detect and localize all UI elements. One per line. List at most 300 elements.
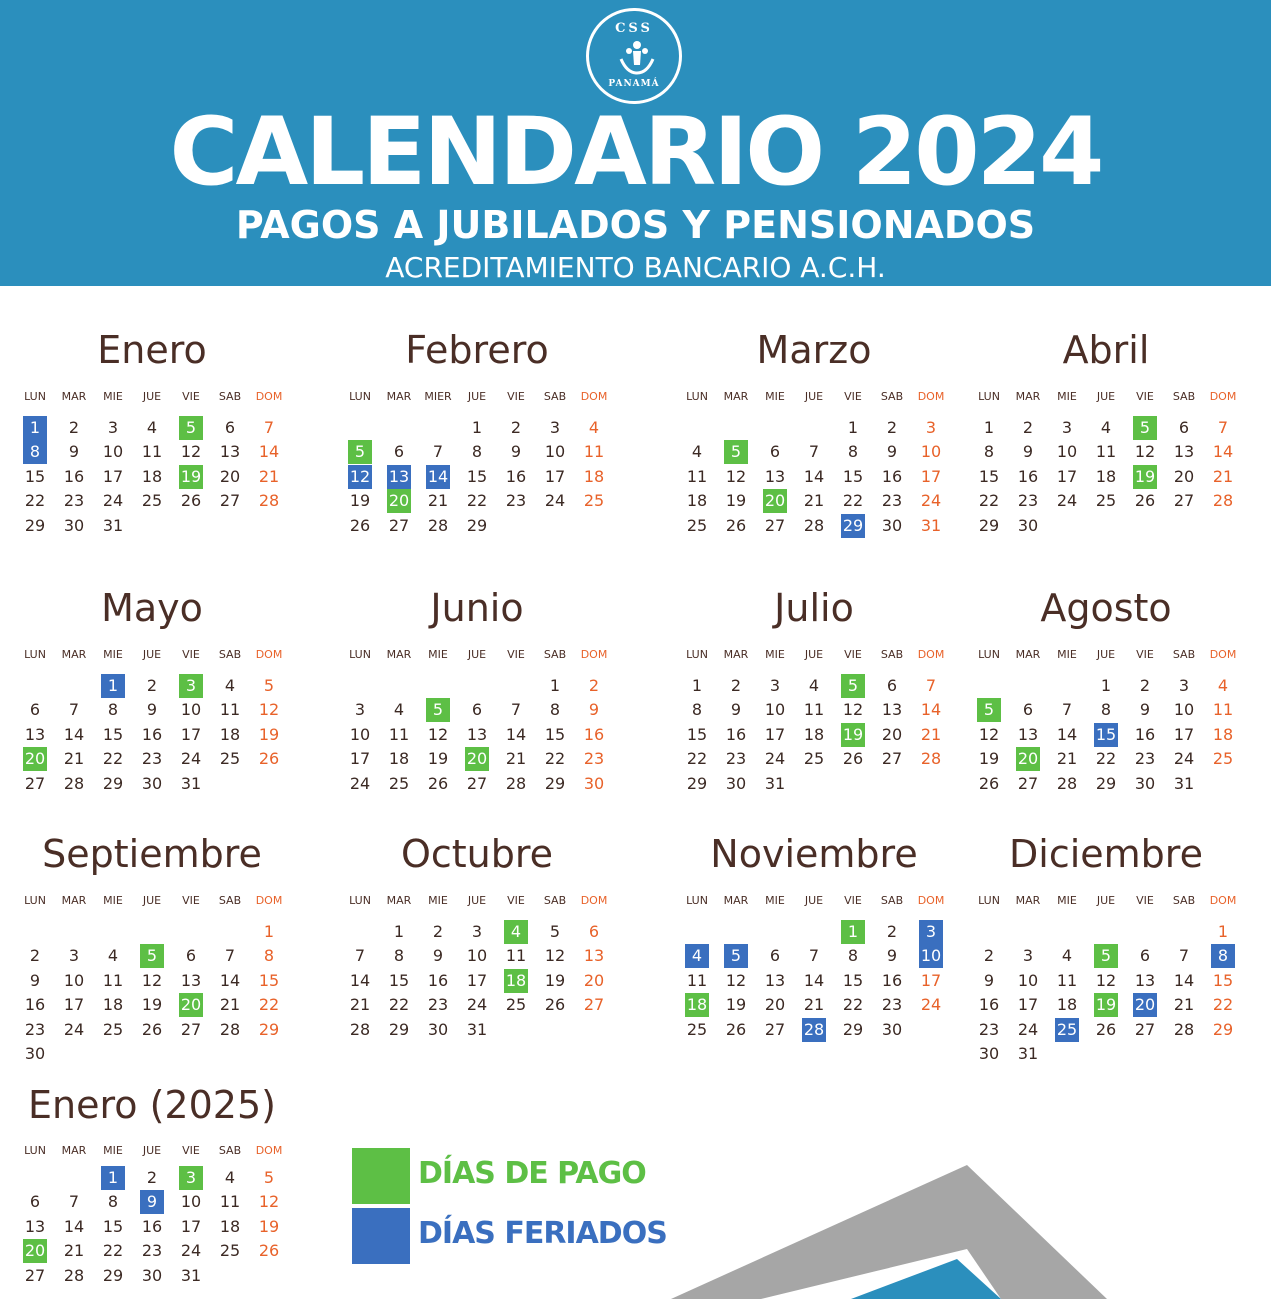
calendar-day: 26 — [141, 1019, 163, 1039]
header-banner — [0, 0, 1271, 286]
calendar-day: 16 — [505, 466, 527, 486]
weekday-label: JUE — [1096, 648, 1116, 661]
weekday-label: LUN — [978, 648, 1000, 661]
calendar-day: 15 — [686, 724, 708, 744]
calendar-day: 11 — [505, 946, 527, 966]
calendar-day: 9 — [68, 442, 80, 462]
calendar-day: 29 — [102, 773, 124, 793]
legend-pay-label: DÍAS DE PAGO — [418, 1156, 646, 1191]
weekday-label: LUN — [686, 648, 708, 661]
weekday-label: MIE — [765, 894, 785, 907]
calendar-day: 2 — [730, 676, 742, 695]
logo-top-text: CSS — [615, 21, 653, 36]
calendar-day: 2 — [146, 1168, 158, 1187]
calendar-day: 11 — [1212, 700, 1234, 720]
calendar-day: 2 — [1022, 418, 1034, 437]
weekday-label: SAB — [1172, 390, 1196, 403]
calendar-day: 4 — [1217, 676, 1229, 695]
calendar-day: 15 — [102, 1216, 124, 1236]
calendar-day: 3 — [1178, 676, 1190, 695]
calendar-day: 14 — [920, 700, 942, 720]
weekday-label: DOM — [255, 894, 283, 907]
calendar-day: 29 — [466, 515, 488, 535]
calendar-day: 16 — [1017, 466, 1039, 486]
calendar-day: 24 — [920, 995, 942, 1015]
calendar-day: 22 — [842, 491, 864, 511]
weekday-label: JUE — [804, 894, 824, 907]
pay-day: 20 — [763, 489, 787, 513]
calendar-day: 27 — [180, 1019, 202, 1039]
calendar-day: 21 — [63, 1241, 85, 1261]
weekday-label: LUN — [978, 390, 1000, 403]
weekday-label: MAR — [1015, 390, 1041, 403]
weekday-label: SAB — [1172, 648, 1196, 661]
pay-day: 3 — [179, 674, 203, 698]
calendar-day: 30 — [63, 515, 85, 535]
calendar-day: 30 — [881, 515, 903, 535]
pay-day: 20 — [1016, 747, 1040, 771]
calendar-day: 8 — [691, 700, 703, 720]
weekday-label: MAR — [61, 648, 87, 661]
calendar-day: 28 — [427, 515, 449, 535]
calendar-day: 6 — [471, 700, 483, 720]
holiday-day: 1 — [101, 1166, 125, 1190]
weekday-label: JUE — [467, 648, 487, 661]
calendar-day: 23 — [978, 1019, 1000, 1039]
legend-holiday-label: DÍAS FERIADOS — [418, 1216, 667, 1251]
calendar-day: 22 — [258, 995, 280, 1015]
calendar-day: 27 — [219, 491, 241, 511]
holiday-day: 8 — [23, 440, 47, 464]
calendar-day: 6 — [1178, 418, 1190, 437]
calendar-day: 28 — [349, 1019, 371, 1039]
calendar-day: 6 — [588, 922, 600, 941]
weekday-label: SAB — [543, 390, 567, 403]
calendar-day: 13 — [1017, 724, 1039, 744]
calendar-day: 28 — [258, 491, 280, 511]
pay-day: 20 — [23, 747, 47, 771]
weekday-label: MAR — [723, 648, 749, 661]
weekday-label: VIE — [182, 648, 200, 661]
calendar-day: 28 — [505, 773, 527, 793]
calendar-day: 25 — [686, 1019, 708, 1039]
calendar-day: 30 — [141, 773, 163, 793]
pay-day: 5 — [179, 416, 203, 440]
calendar-day: 14 — [219, 970, 241, 990]
calendar-day: 19 — [141, 995, 163, 1015]
calendar-day: 14 — [349, 970, 371, 990]
pay-day: 20 — [179, 993, 203, 1017]
calendar-day: 3 — [925, 418, 937, 437]
calendar-day: 19 — [978, 749, 1000, 769]
calendar-day: 12 — [427, 724, 449, 744]
calendar-day: 8 — [1100, 700, 1112, 720]
calendar-day: 28 — [803, 515, 825, 535]
pay-day: 1 — [841, 920, 865, 944]
calendar-day: 21 — [349, 995, 371, 1015]
calendar-day: 30 — [725, 773, 747, 793]
weekday-label: MAR — [723, 894, 749, 907]
weekday-label: VIE — [507, 390, 525, 403]
calendar-day: 29 — [102, 1265, 124, 1285]
weekday-label: DOM — [255, 390, 283, 403]
calendar-day: 4 — [588, 418, 600, 437]
calendar-day: 27 — [24, 773, 46, 793]
calendar-day: 11 — [1095, 442, 1117, 462]
calendar-day: 30 — [881, 1019, 903, 1039]
weekday-label: MAR — [386, 648, 412, 661]
calendar-day: 13 — [219, 442, 241, 462]
pay-day: 5 — [140, 944, 164, 968]
weekday-label: MIE — [765, 390, 785, 403]
holiday-day: 20 — [1133, 993, 1157, 1017]
calendar-day: 1 — [983, 418, 995, 437]
calendar-day: 17 — [1056, 466, 1078, 486]
calendar-day: 12 — [842, 700, 864, 720]
calendar-day: 8 — [471, 442, 483, 462]
calendar-day: 5 — [263, 1168, 275, 1187]
weekday-label: VIE — [844, 390, 862, 403]
calendar-day: 18 — [102, 995, 124, 1015]
weekday-label: DOM — [580, 648, 608, 661]
calendar-day: 23 — [583, 749, 605, 769]
calendar-day: 19 — [258, 724, 280, 744]
calendar-day: 23 — [141, 749, 163, 769]
weekday-label: LUN — [349, 390, 371, 403]
pay-day: 5 — [841, 674, 865, 698]
weekday-label: LUN — [24, 648, 46, 661]
calendar-day: 27 — [24, 1265, 46, 1285]
weekday-label: MIE — [428, 894, 448, 907]
calendar-day: 3 — [769, 676, 781, 695]
calendar-day: 9 — [510, 442, 522, 462]
month-name: Enero — [97, 328, 207, 372]
weekday-label: JUE — [142, 894, 162, 907]
calendar-day: 7 — [1061, 700, 1073, 720]
calendar-day: 16 — [881, 466, 903, 486]
weekday-label: SAB — [218, 894, 242, 907]
calendar-day: 12 — [1095, 970, 1117, 990]
calendar-day: 6 — [185, 946, 197, 966]
calendar-day: 4 — [1100, 418, 1112, 437]
calendar-day: 19 — [544, 970, 566, 990]
calendar-day: 4 — [224, 676, 236, 695]
calendar-day: 21 — [505, 749, 527, 769]
calendar-day: 27 — [388, 515, 410, 535]
month-name: Abril — [1062, 328, 1150, 372]
weekday-label: MIE — [765, 648, 785, 661]
pay-day: 20 — [387, 489, 411, 513]
calendar-day: 12 — [978, 724, 1000, 744]
calendar-day: 1 — [1100, 676, 1112, 695]
calendar-day: 15 — [978, 466, 1000, 486]
weekday-label: LUN — [686, 894, 708, 907]
calendar-day: 29 — [1212, 1019, 1234, 1039]
calendar-day: 2 — [886, 418, 898, 437]
weekday-label: MIER — [424, 390, 452, 403]
calendar-day: 9 — [588, 700, 600, 720]
calendar-day: 17 — [1173, 724, 1195, 744]
weekday-label: MAR — [386, 390, 412, 403]
hands-family-icon — [617, 37, 657, 77]
calendar-day: 10 — [180, 700, 202, 720]
weekday-label: DOM — [1209, 390, 1237, 403]
pay-day: 18 — [685, 993, 709, 1017]
calendar-day: 25 — [1095, 491, 1117, 511]
calendar-day: 2 — [588, 676, 600, 695]
calendar-day: 25 — [102, 1019, 124, 1039]
calendar-day: 9 — [983, 970, 995, 990]
calendar-day: 21 — [427, 491, 449, 511]
weekday-label: JUE — [467, 894, 487, 907]
calendar-day: 28 — [63, 1265, 85, 1285]
calendar-day: 6 — [769, 442, 781, 462]
calendar-day: 17 — [349, 749, 371, 769]
calendar-day: 14 — [258, 442, 280, 462]
calendar-day: 21 — [1173, 995, 1195, 1015]
calendar-day: 18 — [1056, 995, 1078, 1015]
calendar-day: 13 — [764, 466, 786, 486]
calendar-day: 8 — [847, 442, 859, 462]
css-logo — [586, 8, 682, 104]
calendar-day: 23 — [141, 1241, 163, 1261]
calendar-day: 26 — [725, 1019, 747, 1039]
calendar-day: 13 — [764, 970, 786, 990]
calendar-day: 30 — [141, 1265, 163, 1285]
calendar-day: 20 — [219, 466, 241, 486]
month-name: Junio — [430, 586, 524, 630]
calendar-day: 1 — [691, 676, 703, 695]
calendar-day: 24 — [764, 749, 786, 769]
weekday-label: MIE — [103, 894, 123, 907]
calendar-day: 11 — [219, 1192, 241, 1212]
pay-day: 5 — [724, 440, 748, 464]
calendar-day: 29 — [544, 773, 566, 793]
calendar-day: 31 — [1017, 1044, 1039, 1063]
calendar-day: 18 — [1095, 466, 1117, 486]
calendar-day: 17 — [466, 970, 488, 990]
weekday-label: LUN — [349, 648, 371, 661]
calendar-day: 18 — [219, 1216, 241, 1236]
weekday-label: JUE — [142, 648, 162, 661]
calendar-day: 13 — [24, 724, 46, 744]
calendar-day: 3 — [354, 700, 366, 720]
calendar-day: 14 — [803, 970, 825, 990]
calendar-day: 23 — [725, 749, 747, 769]
calendar-day: 16 — [881, 970, 903, 990]
calendar-day: 8 — [107, 700, 119, 720]
pay-day: 4 — [504, 920, 528, 944]
calendar-day: 23 — [427, 995, 449, 1015]
calendar-day: 24 — [466, 995, 488, 1015]
calendar-day: 4 — [107, 946, 119, 966]
weekday-label: MAR — [61, 390, 87, 403]
calendar-day: 13 — [180, 970, 202, 990]
calendar-day: 21 — [63, 749, 85, 769]
calendar-day: 24 — [63, 1019, 85, 1039]
weekday-label: SAB — [543, 648, 567, 661]
calendar-day: 15 — [258, 970, 280, 990]
calendar-day: 9 — [1139, 700, 1151, 720]
calendar-day: 26 — [349, 515, 371, 535]
calendar-day: 20 — [1173, 466, 1195, 486]
calendar-day: 29 — [1095, 773, 1117, 793]
pay-day: 19 — [1133, 465, 1157, 489]
calendar-day: 18 — [388, 749, 410, 769]
calendar-day: 25 — [141, 491, 163, 511]
holiday-day: 29 — [841, 514, 865, 538]
calendar-day: 16 — [978, 995, 1000, 1015]
calendar-day: 18 — [141, 466, 163, 486]
calendar-day: 31 — [920, 515, 942, 535]
calendar-day: 12 — [544, 946, 566, 966]
month-name: Enero (2025) — [28, 1083, 276, 1127]
weekday-label: VIE — [182, 894, 200, 907]
weekday-label: DOM — [917, 390, 945, 403]
weekday-label: LUN — [24, 1144, 46, 1157]
calendar-day: 26 — [1095, 1019, 1117, 1039]
calendar-day: 16 — [1134, 724, 1156, 744]
calendar-day: 13 — [466, 724, 488, 744]
calendar-day: 17 — [920, 466, 942, 486]
weekday-label: VIE — [507, 648, 525, 661]
calendar-day: 22 — [102, 749, 124, 769]
weekday-label: SAB — [218, 648, 242, 661]
calendar-day: 13 — [1173, 442, 1195, 462]
calendar-day: 7 — [1178, 946, 1190, 966]
page-title: CALENDARIO 2024 — [169, 98, 1102, 207]
month-name: Mayo — [101, 586, 203, 630]
calendar-day: 9 — [886, 442, 898, 462]
weekday-label: DOM — [1209, 648, 1237, 661]
calendar-day: 20 — [764, 995, 786, 1015]
calendar-day: 20 — [583, 970, 605, 990]
calendar-day: 12 — [725, 466, 747, 486]
calendar-day: 11 — [686, 466, 708, 486]
calendar-day: 16 — [141, 1216, 163, 1236]
weekday-label: SAB — [218, 390, 242, 403]
calendar-day: 17 — [102, 466, 124, 486]
calendar-day: 27 — [764, 1019, 786, 1039]
calendar-day: 22 — [544, 749, 566, 769]
holiday-day: 13 — [387, 465, 411, 489]
weekday-label: JUE — [804, 390, 824, 403]
calendar-day: 29 — [388, 1019, 410, 1039]
calendar-day: 11 — [1056, 970, 1078, 990]
calendar-day: 31 — [466, 1019, 488, 1039]
weekday-label: VIE — [1136, 894, 1154, 907]
calendar-day: 28 — [1173, 1019, 1195, 1039]
calendar-day: 11 — [583, 442, 605, 462]
calendar-day: 17 — [544, 466, 566, 486]
calendar-day: 16 — [141, 724, 163, 744]
calendar-day: 4 — [1061, 946, 1073, 966]
pay-day: 3 — [179, 1166, 203, 1190]
weekday-label: MIE — [428, 648, 448, 661]
calendar-day: 4 — [808, 676, 820, 695]
calendar-day: 12 — [1134, 442, 1156, 462]
calendar-day: 5 — [549, 922, 561, 941]
calendar-day: 3 — [1061, 418, 1073, 437]
weekday-label: DOM — [255, 648, 283, 661]
calendar-day: 7 — [808, 442, 820, 462]
calendar-day: 8 — [393, 946, 405, 966]
weekday-label: MAR — [61, 894, 87, 907]
pay-day: 20 — [465, 747, 489, 771]
weekday-label: MIE — [1057, 894, 1077, 907]
calendar-day: 6 — [886, 676, 898, 695]
calendar-day: 21 — [1212, 466, 1234, 486]
holiday-day: 15 — [1094, 723, 1118, 747]
calendar-day: 26 — [258, 749, 280, 769]
calendar-day: 31 — [102, 515, 124, 535]
calendar-day: 11 — [102, 970, 124, 990]
calendar-day: 24 — [1017, 1019, 1039, 1039]
calendar-day: 10 — [63, 970, 85, 990]
calendar-day: 6 — [29, 1192, 41, 1212]
calendar-day: 9 — [886, 946, 898, 966]
calendar-day: 2 — [146, 676, 158, 695]
pay-day: 5 — [1133, 416, 1157, 440]
calendar-day: 2 — [983, 946, 995, 966]
calendar-day: 6 — [29, 700, 41, 720]
weekday-label: SAB — [880, 648, 904, 661]
calendar-day: 24 — [180, 1241, 202, 1261]
calendar-day: 31 — [764, 773, 786, 793]
calendar-day: 1 — [1217, 922, 1229, 941]
weekday-label: LUN — [24, 390, 46, 403]
calendar-day: 31 — [180, 1265, 202, 1285]
calendar-day: 16 — [63, 466, 85, 486]
calendar-day: 2 — [68, 418, 80, 437]
weekday-label: JUE — [1096, 894, 1116, 907]
calendar-day: 27 — [1017, 773, 1039, 793]
calendar-day: 8 — [847, 946, 859, 966]
calendar-day: 22 — [1212, 995, 1234, 1015]
calendar-day: 25 — [388, 773, 410, 793]
calendar-day: 14 — [1212, 442, 1234, 462]
pay-day: 5 — [977, 698, 1001, 722]
calendar-day: 8 — [549, 700, 561, 720]
calendar-day: 7 — [1217, 418, 1229, 437]
calendar-day: 13 — [24, 1216, 46, 1236]
calendar-day: 15 — [544, 724, 566, 744]
calendar-day: 17 — [180, 724, 202, 744]
weekday-label: JUE — [1096, 390, 1116, 403]
calendar-day: 30 — [427, 1019, 449, 1039]
calendar-day: 28 — [1212, 491, 1234, 511]
calendar-day: 19 — [349, 491, 371, 511]
calendar-day: 28 — [1056, 773, 1078, 793]
decorative-corner-shape — [671, 1159, 1271, 1299]
calendar-day: 3 — [549, 418, 561, 437]
calendar-day: 25 — [505, 995, 527, 1015]
calendar-day: 19 — [258, 1216, 280, 1236]
calendar-day: 3 — [1022, 946, 1034, 966]
weekday-label: DOM — [917, 894, 945, 907]
holiday-day: 9 — [140, 1190, 164, 1214]
calendar-day: 22 — [686, 749, 708, 769]
calendar-day: 11 — [803, 700, 825, 720]
calendar-day: 12 — [258, 700, 280, 720]
calendar-day: 2 — [432, 922, 444, 941]
holiday-day: 12 — [348, 465, 372, 489]
weekday-label: LUN — [978, 894, 1000, 907]
logo-bottom-text: PANAMÁ — [608, 79, 660, 89]
calendar-day: 29 — [24, 515, 46, 535]
calendar-day: 10 — [466, 946, 488, 966]
calendar-day: 14 — [803, 466, 825, 486]
